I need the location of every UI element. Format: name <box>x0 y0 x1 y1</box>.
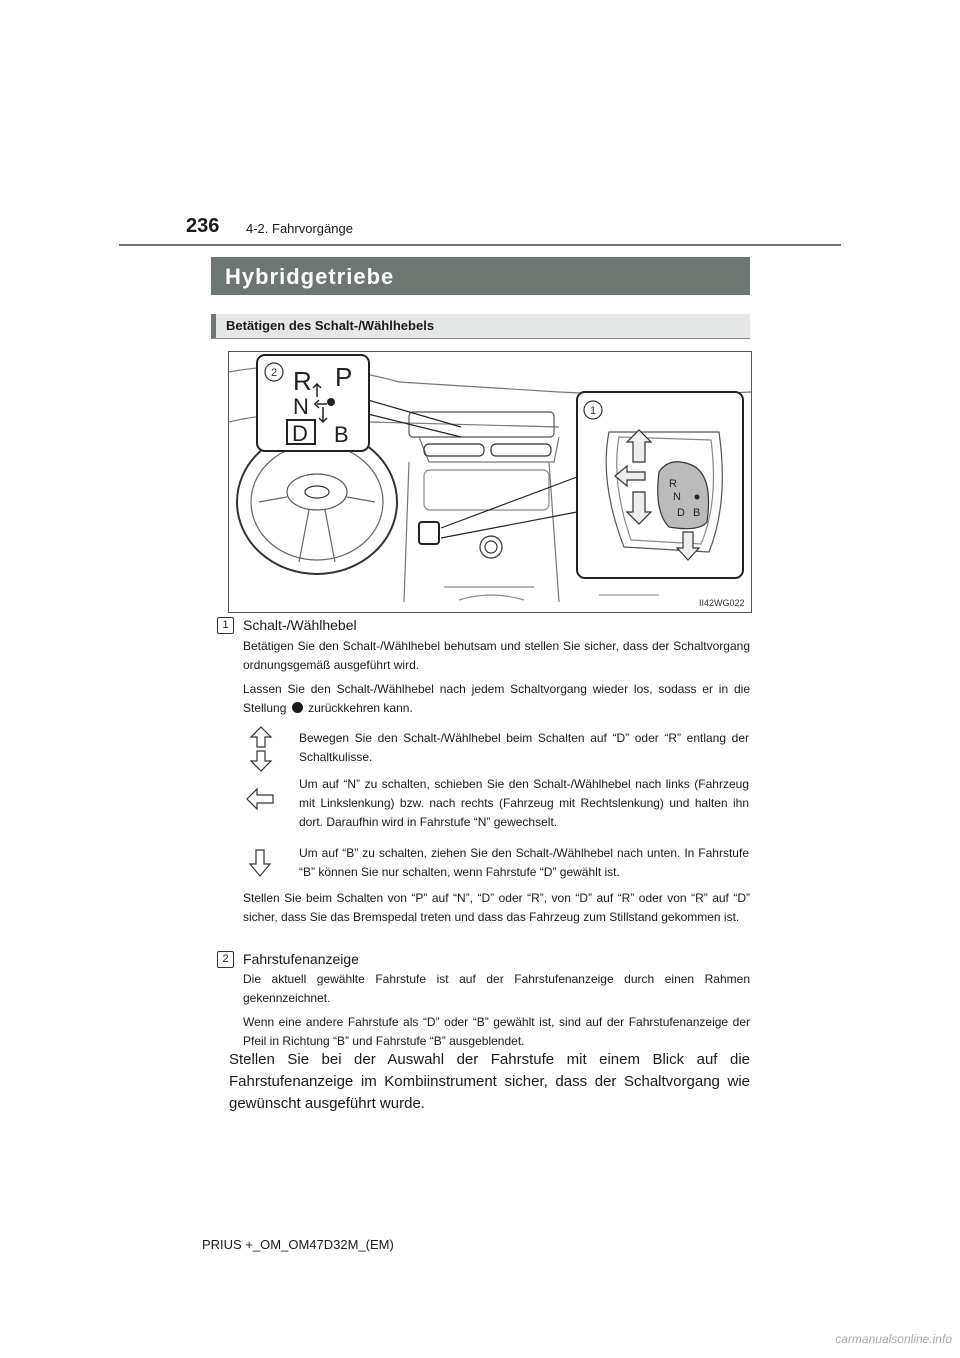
page-title: Hybridgetriebe <box>225 264 395 289</box>
icon-row-up-down <box>245 725 750 775</box>
item-1-title: Schalt-/Wählhebel <box>243 617 357 633</box>
figure-code: II42WG022 <box>699 598 745 608</box>
item-2-title: Fahrstufenanzeige <box>243 951 359 967</box>
icon-row-2-text: Um auf “N” zu schalten, schieben Sie den Schalt-/Wählhebel nach links (Fahrzeug mit Linkslenkung) bzw. nach rechts (Fahrzeug mit Rechtslenkung) und halten ihn dort. Daraufhin wird in Fahrstufe “N” gewechselt. <box>299 777 749 829</box>
neutral-position-dot-icon <box>292 702 303 713</box>
dashboard-illustration <box>229 352 751 612</box>
subtitle-bar <box>211 314 750 339</box>
indicator-p: P <box>335 362 353 392</box>
section-subtitle: Betätigen des Schalt-/Wählhebels <box>226 318 435 333</box>
item-1-paragraph-2 <box>243 680 750 718</box>
up-down-arrow-icon <box>245 725 275 773</box>
lever-r: R <box>669 478 677 490</box>
indicator-n: N <box>293 394 309 419</box>
down-arrow-icon <box>245 848 275 878</box>
item-1-paragraph-1: Betätigen Sie den Schalt-/Wählhebel behutsam und stellen Sie sicher, dass der Schaltvorgang ordnungsgemäß ausgeführt wird. <box>243 639 750 672</box>
icon-row-left <box>245 775 750 837</box>
item-1-paragraph-2-end: zurückkehren kann. <box>308 701 413 715</box>
lever-d: D <box>677 507 685 519</box>
lever-n: N <box>673 491 681 503</box>
figure-dashboard-illustration <box>228 351 752 613</box>
subtitle-marker <box>211 314 216 338</box>
icon-row-down <box>245 842 750 886</box>
watermark: carmanualsonline.info <box>835 1332 952 1346</box>
item-2-paragraph-1: Die aktuell gewählte Fahrstufe ist auf der Fahrstufenanzeige durch einen Rahmen gekennzeichnet. <box>243 972 750 1005</box>
callout-2-number: 2 <box>270 367 278 379</box>
title-bar <box>211 257 750 295</box>
left-arrow-icon <box>245 787 275 811</box>
section-label: 4-2. Fahrvorgänge <box>246 221 353 236</box>
lever-b: B <box>693 507 701 519</box>
item-1-paragraph-2-start: Lassen Sie den Schalt-/Wählhebel nach jedem Schaltvorgang wieder los, sodass er in die Stellung <box>243 682 750 715</box>
icon-row-3-text: Um auf “B” zu schalten, ziehen Sie den Schalt-/Wählhebel nach unten. In Fahrstufe “B” können Sie nur schalten, wenn Fahrstufe “D” gewählt ist. <box>299 846 749 879</box>
item-1-number: 1 <box>217 617 234 634</box>
indicator-r: R <box>293 366 312 396</box>
callout-1-number: 1 <box>589 405 597 417</box>
closing-paragraph: Stellen Sie bei der Auswahl der Fahrstufe mit einem Blick auf die Fahrstufenanzeige im Kombiinstrument sicher, dass der Schaltvorgang wie gewünscht ausgeführt wurde. <box>229 1051 750 1112</box>
item-2-paragraph-2: Wenn eine andere Fahrstufe als “D” oder “B” gewählt ist, sind auf der Fahrstufenanzeige der Pfeil in Richtung “B” und Fahrstufe “B” ausgeblendet. <box>243 1015 750 1048</box>
item-1-paragraph-3: Stellen Sie beim Schalten von “P” auf “N”, “D” oder “R”, von “D” auf “R” oder von “R” auf “D” sicher, dass Sie das Bremspedal treten und dass das Fahrzeug zum Stillstand gekommen ist. <box>243 891 750 924</box>
indicator-b: B <box>334 422 349 447</box>
footer-code: PRIUS +_OM_OM47D32M_(EM) <box>202 1237 394 1252</box>
indicator-d: D <box>292 421 308 446</box>
header-rule <box>119 244 841 246</box>
item-2-number: 2 <box>217 951 234 968</box>
page-number: 236 <box>186 215 220 237</box>
icon-row-1-text: Bewegen Sie den Schalt-/Wählhebel beim Schalten auf “D” oder “R” entlang der Schaltkulisse. <box>299 731 749 764</box>
